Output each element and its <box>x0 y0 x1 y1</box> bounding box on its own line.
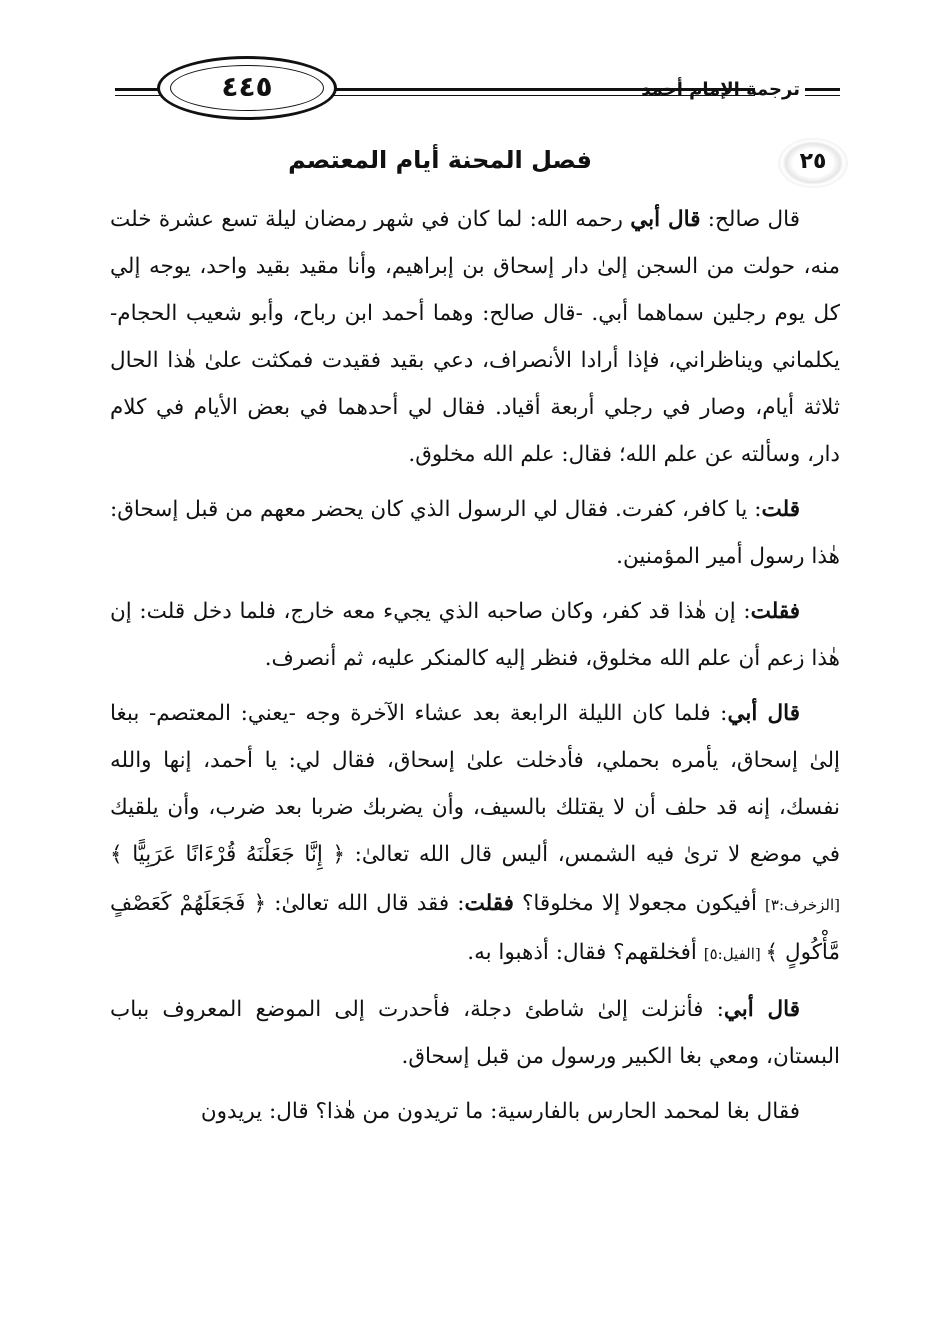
header-rule-right <box>805 88 840 96</box>
body-text <box>110 196 840 1143</box>
paragraph <box>110 986 840 1080</box>
quran-verse: ﴿ إِنَّا جَعَلْنَهُ قُرْءَانًا عَرَبِيًّا ﴾ <box>110 842 346 867</box>
text-run: فقال بغا لمحمد الحارس بالفارسية: ما تريدون من هٰذا؟ قال: يريدون <box>200 1099 800 1124</box>
paragraph <box>110 690 840 978</box>
page-number: ٤٤٥ <box>221 70 273 103</box>
running-title: ترجمة الإمام أحمد <box>641 79 800 100</box>
text-run: : إن هٰذا قد كفر، وكان صاحبه الذي يجيء معه خارج، فلما دخل قلت: إن هٰذا زعم أن علم الله مخلوق، فنظر إليه كالمنكر عليه، ثم أنصرف. <box>110 599 840 671</box>
page-header <box>115 52 840 132</box>
speaker-label: فقلت <box>464 891 514 916</box>
text-run: : فقد قال الله تعالىٰ: <box>266 891 465 916</box>
text-run: رحمه الله: لما كان في شهر رمضان ليلة تسع عشرة خلت منه، حولت من السجن إلىٰ دار إسحاق بن إبراهيم، وأنا مقيد بقيد واحد، يوجه إلي كل يوم رجلين سماهما أبي. -قال صالح: وهما أحمد ابن رباح، وأبو شعيب الحجام- يكلماني ويناظراني، فإذا أرادا الأنصراف، دعي بقيد فقيدت فمكثت علىٰ هٰذا الحال ثلاثة أيام، وصار في رجلي أربعة أقياد. فقال لي أحدهما في بعض الأيام في كلام دار، وسألته عن علم الله؛ فقال: علم الله مخلوق. <box>110 207 840 467</box>
paragraph <box>110 486 840 580</box>
text-run: أفيكون مجعولا إلا مخلوقا؟ <box>513 891 766 916</box>
verse-reference: [الفيل:٥] <box>703 945 766 963</box>
page-number-badge <box>157 56 337 120</box>
paragraph <box>110 588 840 682</box>
section-number: ٢٥ <box>799 149 827 174</box>
speaker-label: قال أبي <box>723 997 800 1022</box>
text-run: : فلما كان الليلة الرابعة بعد عشاء الآخرة وجه -يعني: المعتصم- ببغا إلىٰ إسحاق، يأمره بحملي، فأدخلت علىٰ إسحاق، فقال لي: يا أحمد، إنها والله نفسك، إنه قد حلف أن لا يقتلك بالسيف، وأن يضربك ضربا بعد ضرب، وأن يلقيك في موضع لا ترىٰ فيه الشمس، أليس قال الله تعالىٰ: <box>110 701 840 867</box>
section-title: فصل المحنة أيام المعتصم <box>288 146 592 174</box>
text-run: : يا كافر، كفرت. فقال لي الرسول الذي كان يحضر معهم من قبل إسحاق: هٰذا رسول أمير المؤمنين. <box>110 497 840 569</box>
section-number-ornament <box>778 138 848 188</box>
speaker-label: فقلت <box>750 599 800 624</box>
paragraph <box>110 196 840 478</box>
speaker-label: قال أبي <box>630 207 701 232</box>
speaker-label: قال أبي <box>727 701 800 726</box>
speaker-label: قلت <box>761 497 800 522</box>
quran-verse: ﴿ فَجَعَلَهُمْ كَعَصْفٍ مَّأْكُولٍ ﴾ <box>110 891 840 965</box>
paragraph <box>110 1088 840 1135</box>
verse-reference: [الزخرف:٣] <box>765 896 840 914</box>
text-run: : فأنزلت إلىٰ شاطئ دجلة، فأحدرت إلى الموضع المعروف بباب البستان، ومعي بغا الكبير ورسول من قبل إسحاق. <box>110 997 840 1069</box>
text-run: أفخلقهم؟ فقال: أذهبوا به. <box>467 940 704 965</box>
text-run: قال صالح: <box>700 207 801 232</box>
